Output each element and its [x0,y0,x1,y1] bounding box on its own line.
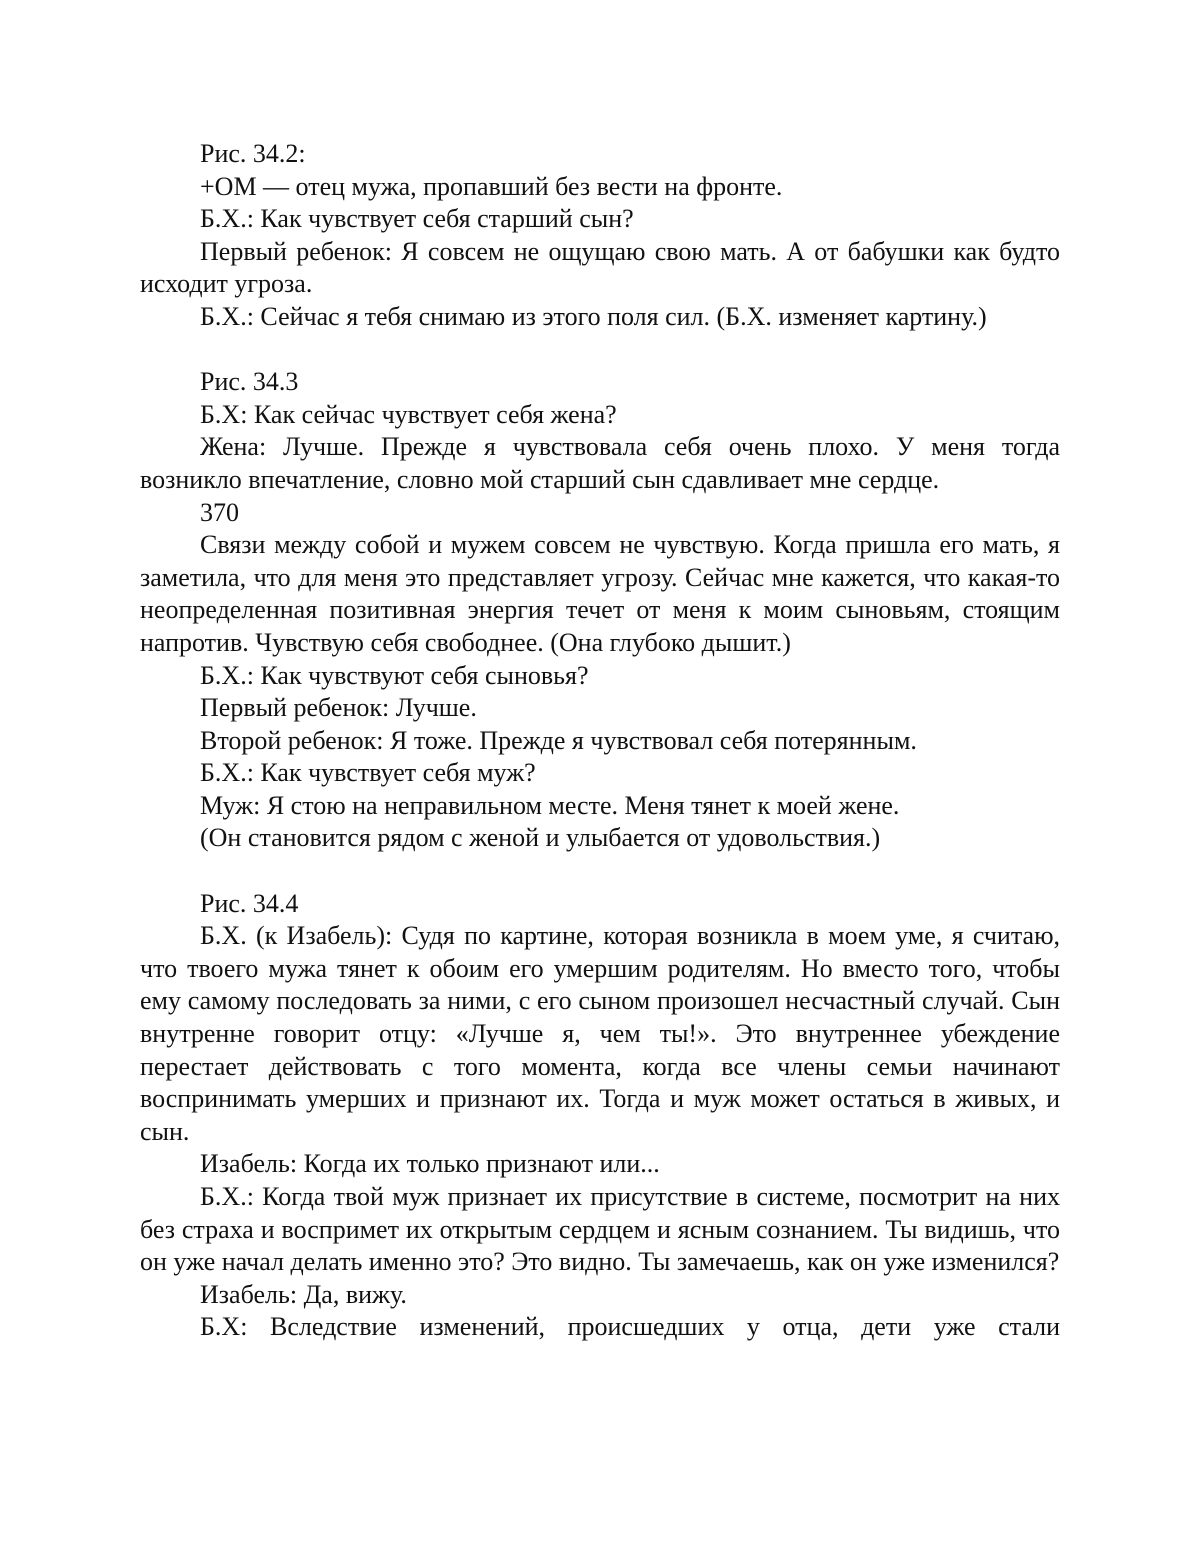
paragraph: Первый ребенок: Лучше. [140,692,1060,725]
paragraph: Б.Х.: Как чувствуют себя сыновья? [140,660,1060,693]
paragraph: Б.Х.: Как чувствует себя старший сын? [140,203,1060,236]
spacer [140,855,1060,888]
paragraph: Второй ребенок: Я тоже. Прежде я чувствовал себя потерянным. [140,725,1060,758]
paragraph: Б.Х.: Сейчас я тебя снимаю из этого поля сил. (Б.Х. изменяет картину.) [140,301,1060,334]
figure-label: Рис. 34.3 [140,366,1060,399]
paragraph: Б.Х: Вследствие изменений, происшедших у отца, дети уже стали [140,1311,1060,1344]
paragraph: Б.Х: Как сейчас чувствует себя жена? [140,399,1060,432]
paragraph: Б.Х.: Как чувствует себя муж? [140,757,1060,790]
paragraph: Б.Х. (к Изабель): Судя по картине, которая возникла в моем уме, я считаю, что твоего мужа тянет к обоим его умершим родителям. Но вместо того, чтобы ему самому последовать за ними, с его сыном произошел несчастный случай. Сын внутренне говорит отцу: «Лучше я, чем ты!». Это внутреннее убеждение перестает действовать с того момента, когда все члены семьи начинают воспринимать умерших и признают их. Тогда и муж может остаться в живых, и сын. [140,920,1060,1148]
paragraph: Связи между собой и мужем совсем не чувствую. Когда пришла его мать, я заметила, что для меня это представляет угрозу. Сейчас мне кажется, что какая-то неопределенная позитивная энергия течет от меня к моим сыновьям, стоящим напротив. Чувствую себя свободнее. (Она глубоко дышит.) [140,529,1060,659]
paragraph: Б.Х.: Когда твой муж признает их присутствие в системе, посмотрит на них без страха и воспримет их открытым сердцем и ясным сознанием. Ты видишь, что он уже начал делать именно это? Это видно. Ты замечаешь, как он уже изменился? [140,1181,1060,1279]
spacer [140,334,1060,367]
paragraph: Изабель: Когда их только признают или... [140,1148,1060,1181]
paragraph: Первый ребенок: Я совсем не ощущаю свою мать. А от бабушки как будто исходит угроза. [140,236,1060,301]
page-number: 370 [140,497,1060,530]
paragraph: Жена: Лучше. Прежде я чувствовала себя очень плохо. У меня тогда возникло впечатление, словно мой старший сын сдавливает мне сердце. [140,431,1060,496]
paragraph: Муж: Я стою на неправильном месте. Меня тянет к моей жене. [140,790,1060,823]
paragraph: (Он становится рядом с женой и улыбается от удовольствия.) [140,822,1060,855]
document-page [140,138,1060,1344]
figure-label: Рис. 34.2: [140,138,1060,171]
paragraph: Изабель: Да, вижу. [140,1279,1060,1312]
figure-label: Рис. 34.4 [140,888,1060,921]
paragraph: +ОМ — отец мужа, пропавший без вести на фронте. [140,171,1060,204]
